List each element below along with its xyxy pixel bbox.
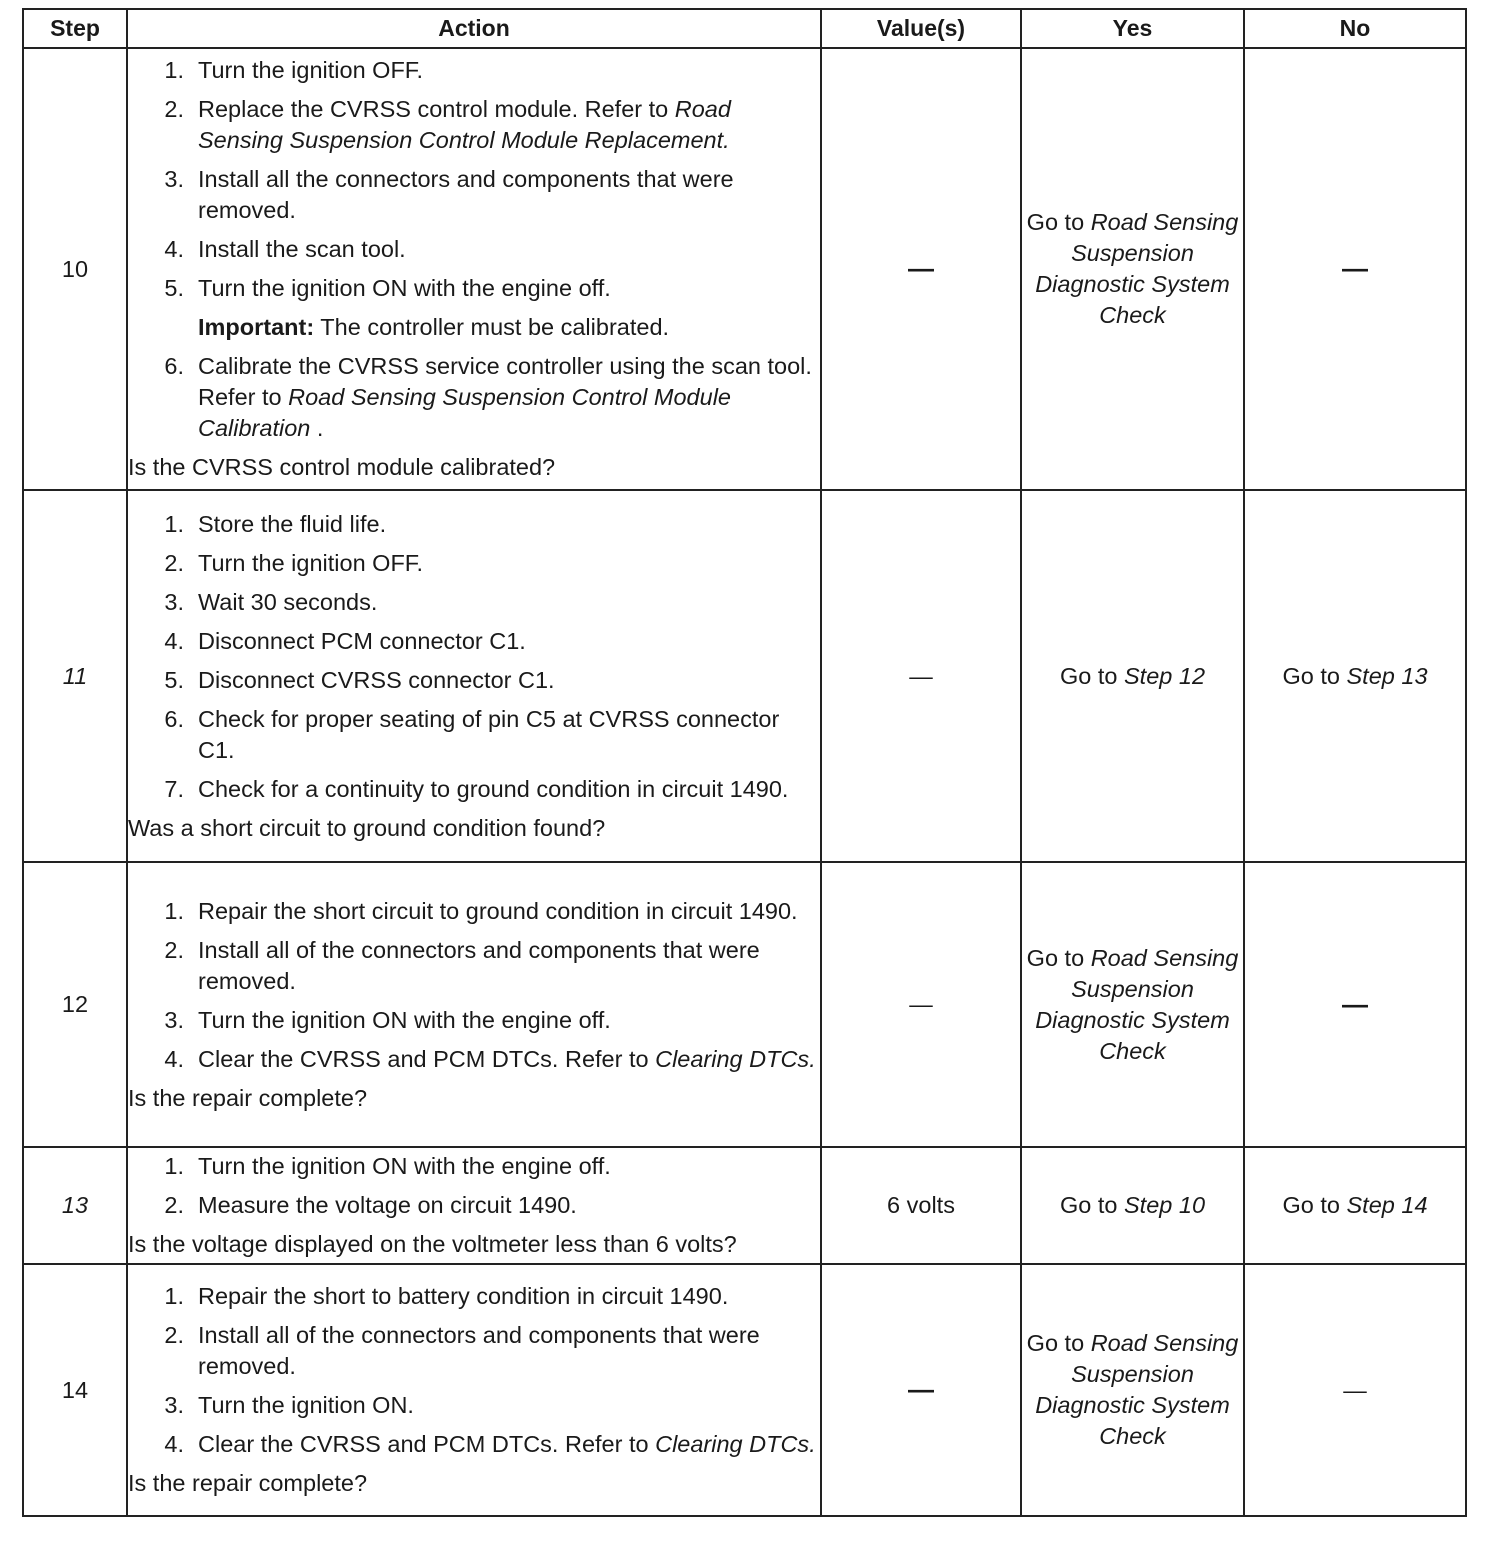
action-item: 3. Install all the connectors and components that were removed. <box>164 166 734 223</box>
action-item: 2. Install all of the connectors and components that were removed. <box>164 1322 760 1379</box>
reference-link: Step 14 <box>1346 1192 1428 1218</box>
action-cell <box>127 1264 821 1516</box>
no-cell: — <box>1244 48 1466 490</box>
reference-link: Road Sensing Suspension Diagnostic System Check <box>1035 944 1239 1064</box>
action-item: 5. Disconnect CVRSS connector C1. <box>164 666 555 693</box>
yes-cell: Go to Road Sensing Suspension Diagnostic System Check <box>1021 48 1244 490</box>
action-cell <box>127 48 821 490</box>
action-item: 1. Store the fluid life. <box>164 510 387 537</box>
action-item: 1. Turn the ignition ON with the engine off. <box>164 1153 611 1179</box>
action-item: 5. Turn the ignition ON with the engine off. <box>164 275 611 301</box>
yes-cell: Go to Road Sensing Suspension Diagnostic System Check <box>1021 862 1244 1147</box>
no-cell: Go to Step 14 <box>1244 1147 1466 1264</box>
action-list <box>128 55 820 304</box>
action-item: 3. Turn the ignition ON. <box>164 1392 414 1418</box>
step-number: 11 <box>23 490 127 862</box>
action-item: 2. Install all of the connectors and components that were removed. <box>164 936 760 994</box>
action-list <box>128 896 820 1075</box>
action-item: 3. Turn the ignition ON with the engine off. <box>164 1006 611 1033</box>
action-list <box>128 1281 820 1460</box>
action-item: 4. Clear the CVRSS and PCM DTCs. Refer to Clearing DTCs. <box>164 1045 816 1072</box>
action-item: 1. Repair the short to battery condition in circuit 1490. <box>164 1283 729 1309</box>
table-row <box>23 1264 1466 1516</box>
question-text: Is the repair complete? <box>128 1470 368 1496</box>
action-item: 6. Check for proper seating of pin C5 at CVRSS connector C1. <box>164 705 780 763</box>
question-text: Is the voltage displayed on the voltmeter less than 6 volts? <box>128 1231 737 1257</box>
reference-link: Clearing DTCs <box>655 1045 810 1072</box>
action-cell <box>127 490 821 862</box>
action-item: 2. Turn the ignition OFF. <box>164 549 424 576</box>
header-step: Step <box>23 9 127 48</box>
value-cell: — <box>821 490 1021 862</box>
action-item: 4. Disconnect PCM connector C1. <box>164 627 526 654</box>
reference-link: Step 13 <box>1346 662 1428 689</box>
action-item: 6. Calibrate the CVRSS service controller using the scan tool. Refer to Road Sensing Suspension Control Module Calibration . <box>164 353 812 441</box>
no-cell: — <box>1244 862 1466 1147</box>
question-text: Is the repair complete? <box>128 1084 368 1111</box>
action-cell <box>127 862 821 1147</box>
value-cell: — <box>821 1264 1021 1516</box>
action-list <box>128 1151 820 1221</box>
action-item: 1. Repair the short circuit to ground condition in circuit 1490. <box>164 897 798 924</box>
reference-link: Road Sensing Suspension Diagnostic System Check <box>1035 1330 1239 1449</box>
step-number: 12 <box>23 862 127 1147</box>
table-row <box>23 490 1466 862</box>
yes-cell: Go to Step 12 <box>1021 490 1244 862</box>
step-number: 13 <box>23 1147 127 1264</box>
header-row <box>23 9 1466 48</box>
action-item: 3. Wait 30 seconds. <box>164 588 378 615</box>
value-cell: — <box>821 48 1021 490</box>
header-action: Action <box>127 9 821 48</box>
reference-link: Road Sensing Suspension Control Module Replacement <box>198 96 731 153</box>
reference-link: Clearing DTCs <box>655 1431 810 1457</box>
yes-cell: Go to Step 10 <box>1021 1147 1244 1264</box>
action-item: 2. Measure the voltage on circuit 1490. <box>164 1192 577 1218</box>
header-yes: Yes <box>1021 9 1244 48</box>
action-item: 7. Check for a continuity to ground condition in circuit 1490. <box>164 775 789 802</box>
diagnostic-table <box>22 8 1467 1517</box>
action-list <box>128 509 820 805</box>
value-cell: 6 volts <box>821 1147 1021 1264</box>
no-cell: Go to Step 13 <box>1244 490 1466 862</box>
reference-link: Step 10 <box>1124 1192 1206 1218</box>
table-row <box>23 862 1466 1147</box>
table-row <box>23 48 1466 490</box>
question-text: Is the CVRSS control module calibrated? <box>128 454 556 480</box>
reference-link: Road Sensing Suspension Diagnostic System Check <box>1035 209 1239 328</box>
action-list <box>128 351 820 444</box>
reference-link: Road Sensing Suspension Control Module Calibration <box>198 384 731 441</box>
question-text: Was a short circuit to ground condition found? <box>128 814 606 841</box>
step-number: 14 <box>23 1264 127 1516</box>
important-note: Important: The controller must be calibrated. <box>198 314 670 340</box>
action-cell <box>127 1147 821 1264</box>
action-item: 4. Clear the CVRSS and PCM DTCs. Refer to Clearing DTCs. <box>164 1431 816 1457</box>
action-item: 1. Turn the ignition OFF. <box>164 57 424 83</box>
header-values: Value(s) <box>821 9 1021 48</box>
action-item: 4. Install the scan tool. <box>164 236 406 262</box>
reference-link: Step 12 <box>1124 662 1206 689</box>
yes-cell: Go to Road Sensing Suspension Diagnostic System Check <box>1021 1264 1244 1516</box>
step-number: 10 <box>23 48 127 490</box>
table-row <box>23 1147 1466 1264</box>
value-cell: — <box>821 862 1021 1147</box>
no-cell: — <box>1244 1264 1466 1516</box>
action-item: 2. Replace the CVRSS control module. Refer to Road Sensing Suspension Control Module Replacement. <box>164 96 731 153</box>
header-no: No <box>1244 9 1466 48</box>
